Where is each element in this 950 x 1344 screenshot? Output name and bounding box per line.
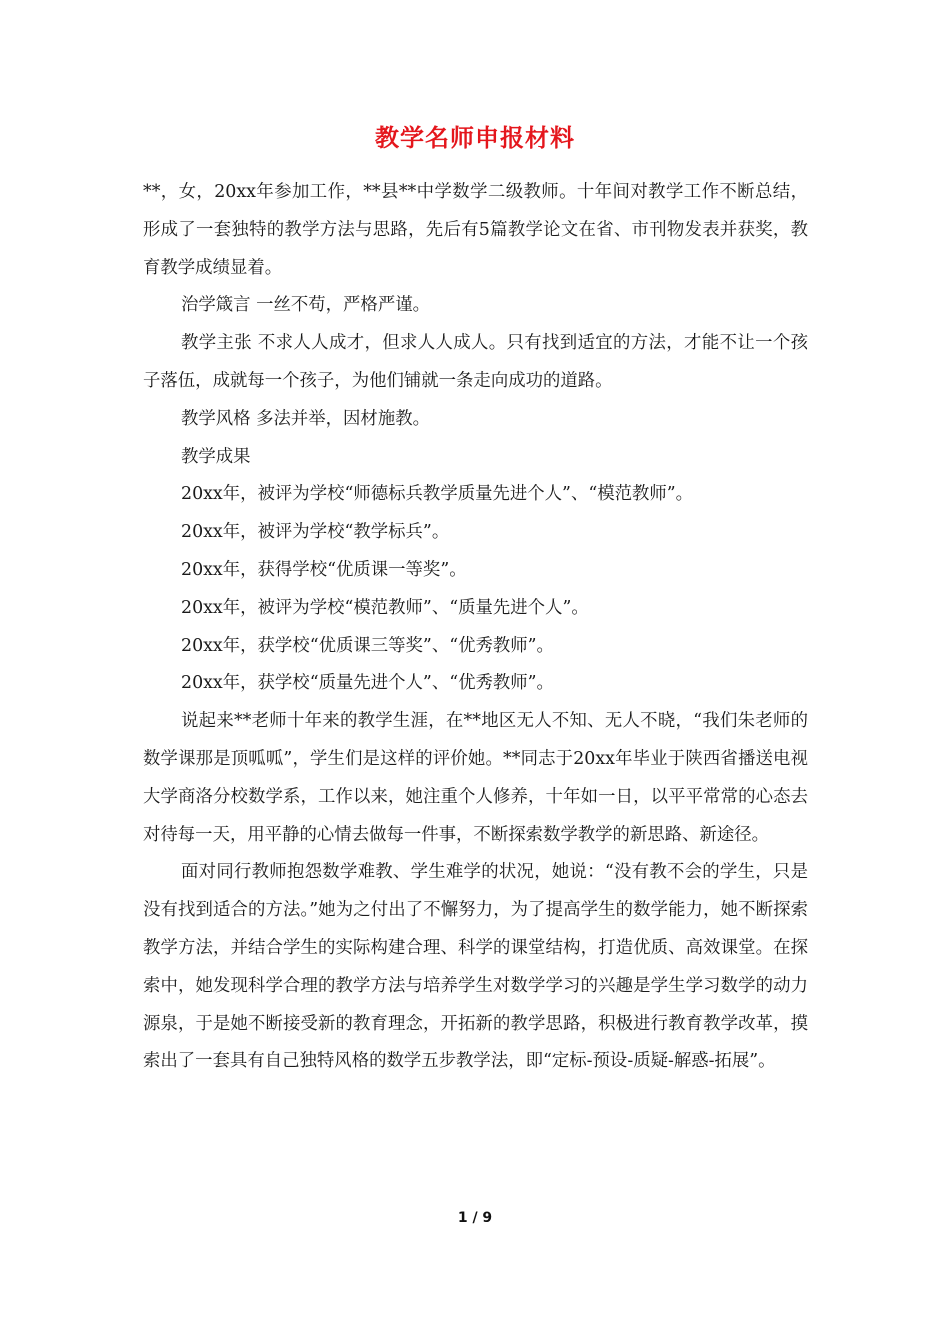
paragraph-motto: 治学箴言 一丝不苟，严格严谨。: [181, 295, 430, 316]
achievement-item: 20xx年，被评为学校“模范教师”、“质量先进个人”。: [181, 597, 589, 618]
paragraph-intro: **，女，20xx年参加工作，**县**中学数学二级教师。十年间对教学工作不断总结，形成了一套独特的教学方法与思路，先后有5篇教学论文在省、市刊物发表并获奖，教育教学成绩显着。: [143, 182, 808, 278]
achievement-item: 20xx年，获得学校“优质课一等奖”。: [181, 559, 467, 580]
page-indicator: 1 / 9: [457, 1210, 493, 1226]
paragraph-career: 说起来**老师十年来的教学生涯，在**地区无人不知、无人不晓，“我们朱老师的数学课那是顶呱呱”，学生们是这样的评价她。**同志于20xx年毕业于陕西省播送电视大学商洛分校数学系，工作以来，她注重个人修养，十年如一日，以平平常常的心态去对待每一天，用平静的心情去做每一件事，不断探索数学教学的新思路、新途径。: [143, 711, 808, 845]
achievement-item: 20xx年，被评为学校“教学标兵”。: [181, 522, 450, 543]
document-title: 教学名师申报材料: [375, 124, 575, 152]
achievement-item: 20xx年，获学校“优质课三等奖”、“优秀教师”。: [181, 635, 554, 656]
achievement-item: 20xx年，获学校“质量先进个人”、“优秀教师”。: [181, 673, 554, 694]
paragraph-teaching-view: 教学主张 不求人人成才，但求人人成人。只有找到适宜的方法，才能不让一个孩子落伍，成就每一个孩子，为他们铺就一条走向成功的道路。: [143, 333, 808, 391]
achievement-item: 20xx年，被评为学校“师德标兵教学质量先进个人”、“模范教师”。: [181, 484, 694, 505]
paragraph-achievements-heading: 教学成果: [181, 446, 251, 467]
paragraph-method: 面对同行教师抱怨数学难教、学生难学的状况，她说：“没有教不会的学生，只是没有找到适合的方法。”她为之付出了不懈努力，为了提高学生的数学能力，她不断探索教学方法，并结合学生的实际构建合理、科学的课堂结构，打造优质、高效课堂。在探索中，她发现科学合理的教学方法与培养学生对数学学习的兴趣是学生学习数学的动力源泉，于是她不断接受新的教育理念，开拓新的教学思路，积极进行教育教学改革，摸索出了一套具有自己独特风格的数学五步教学法，即“定标-预设-质疑-解惑-拓展”。: [143, 862, 808, 1072]
paragraph-teaching-style: 教学风格 多法并举，因材施教。: [181, 408, 430, 429]
document-body: [143, 174, 808, 1081]
